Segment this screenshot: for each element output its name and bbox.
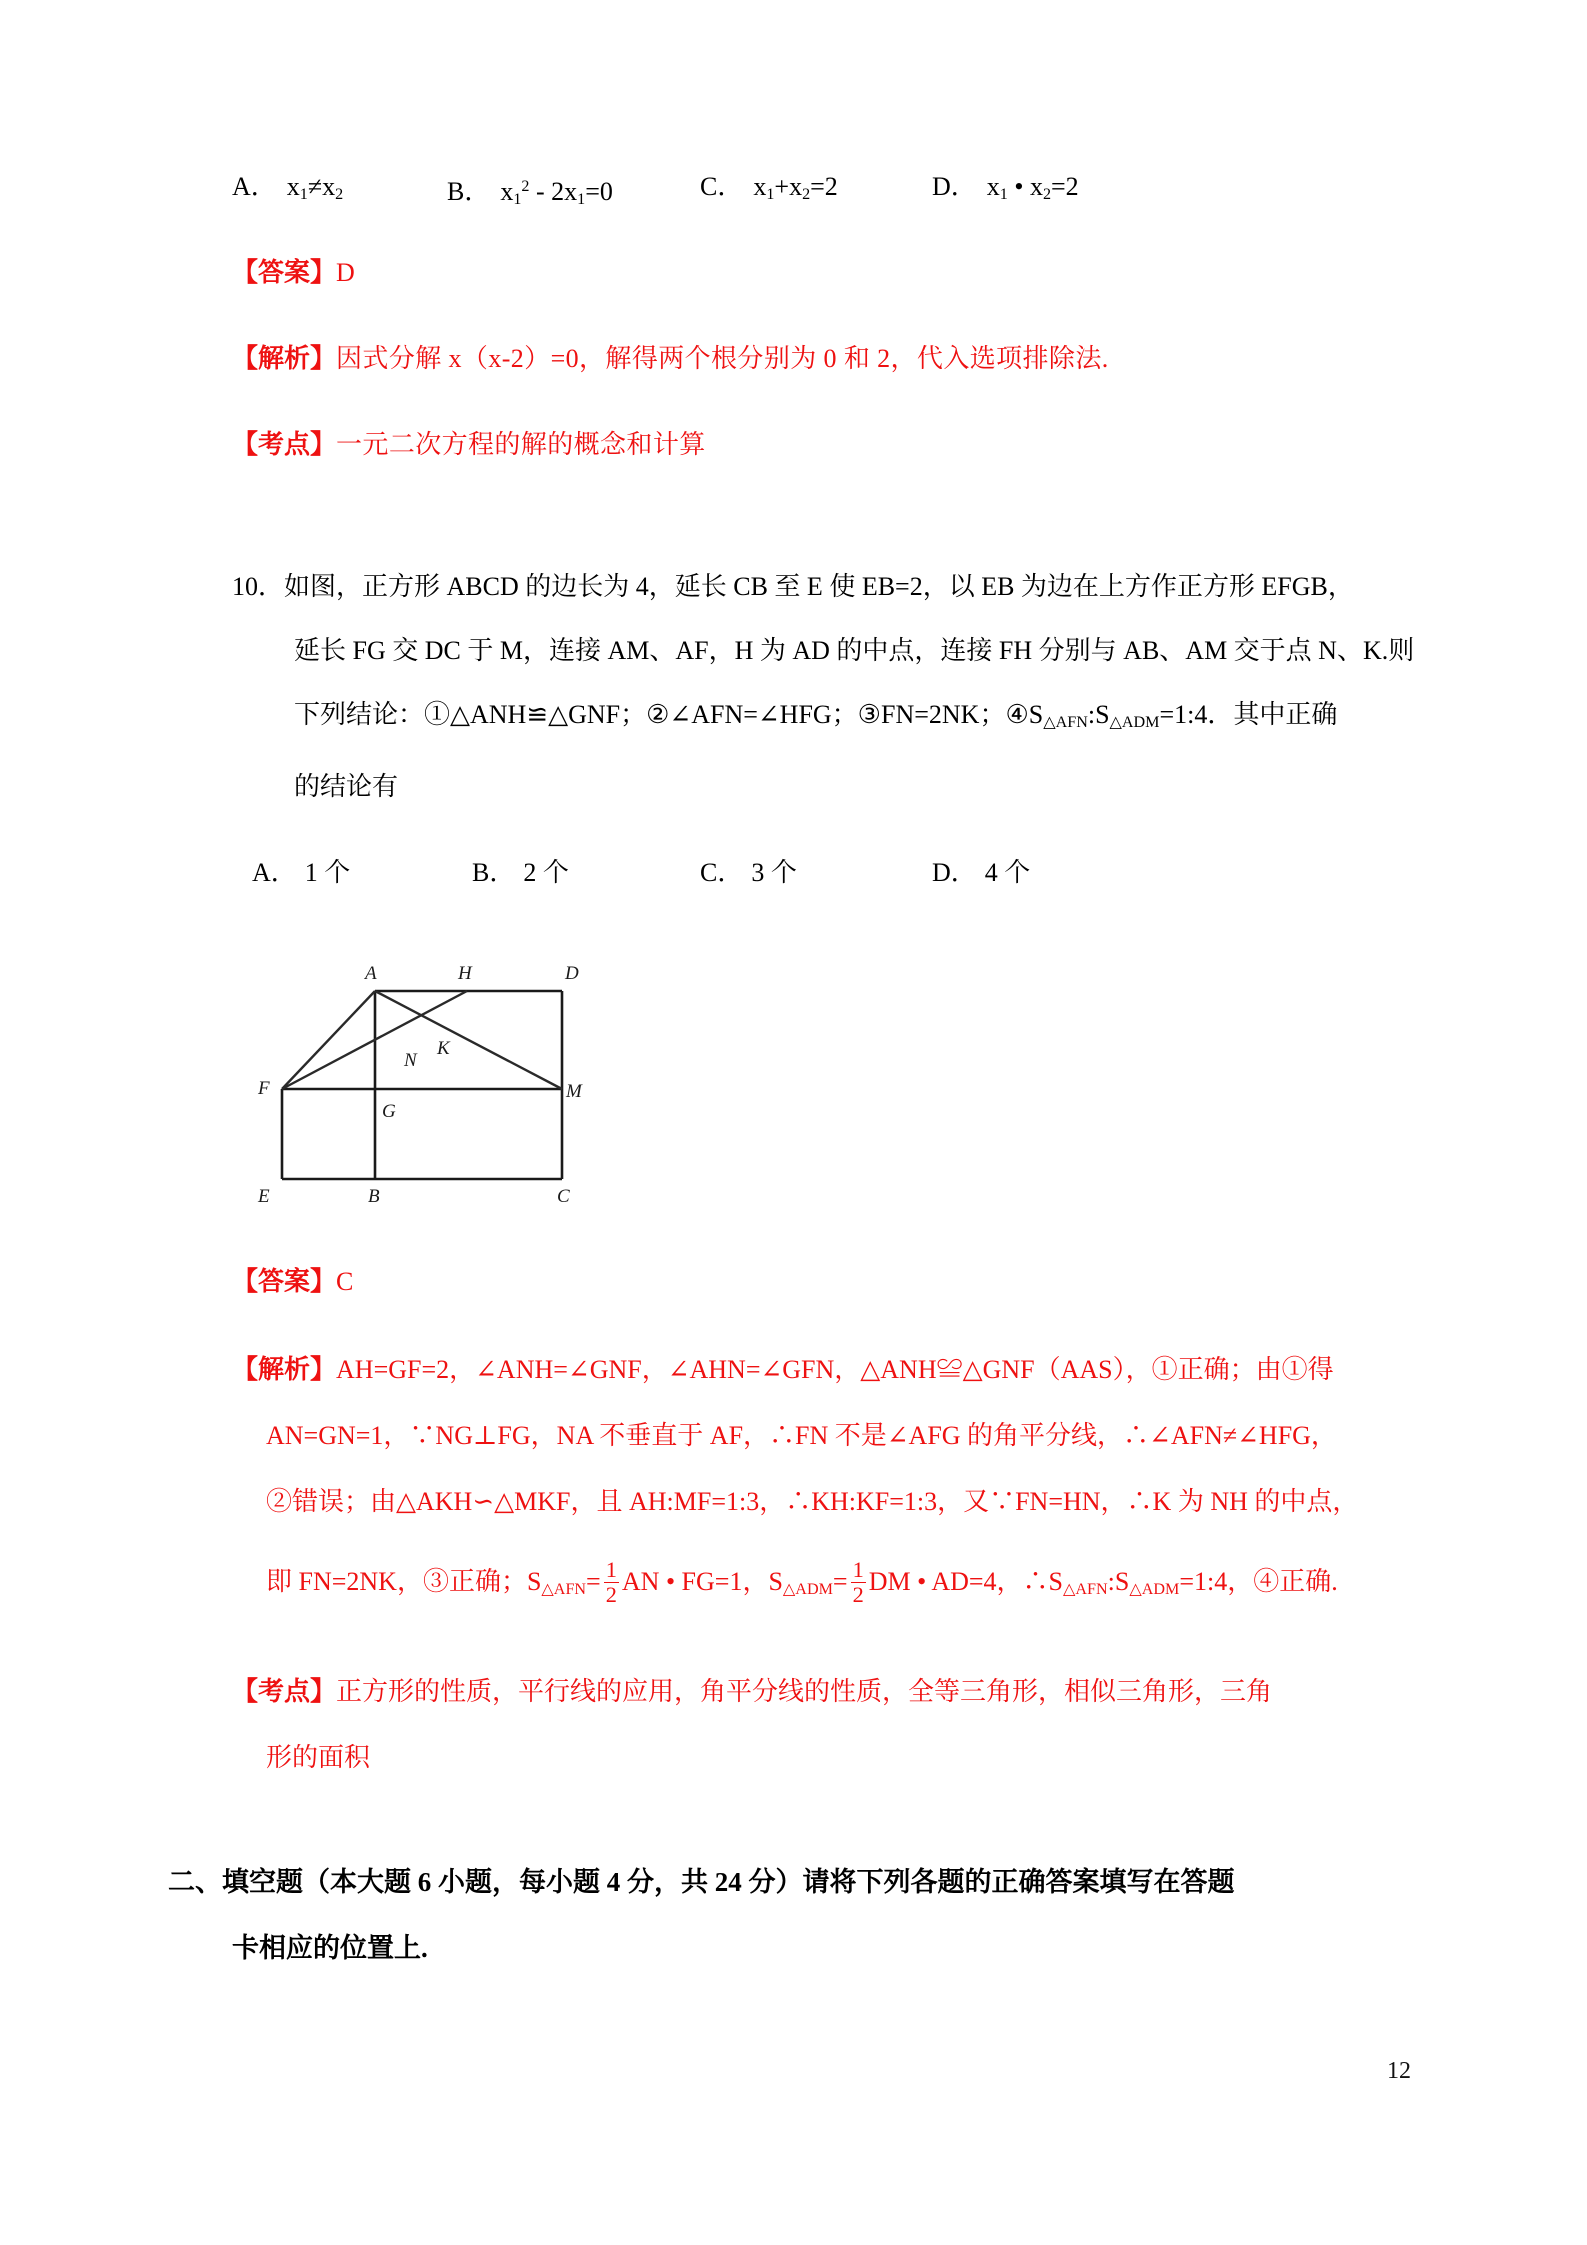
question10-options: [232, 841, 1362, 905]
q10-analysis-text4d: =: [832, 1567, 848, 1597]
q10-analysis-text4e: DM • AD=4，∴S: [868, 1567, 1064, 1597]
q10-option-d-text: 4 个: [984, 858, 1031, 888]
q10-analysis-line2: [232, 1403, 1362, 1469]
fraction-numerator: 1: [605, 1557, 617, 1583]
figure-label-K: K: [437, 1038, 450, 1060]
q10-option-c-text: 3 个: [751, 858, 797, 888]
option-a[interactable]: A． $x_1\ne x_2$: [232, 172, 344, 204]
geometry-figure-svg: [232, 929, 590, 1209]
q10-keypoint-text1: 正方形的性质，平行线的应用，角平分线的性质，全等三角形，相似三角形，三角: [336, 1677, 1273, 1707]
q10-keypoint-text2: 形的面积: [266, 1743, 371, 1773]
q9-keypoint-line: [232, 413, 1362, 477]
q10-analysis-text4c: AN • FG=1，S: [621, 1567, 783, 1597]
q9-analysis-text: 因式分解 x（x-2）=0，解得两个根分别为 0 和 2，代入选项排除法.: [336, 344, 1109, 373]
option-c-label: C．: [700, 172, 744, 201]
q10-stem-text1: 如图，正方形 ABCD 的边长为 4，延长 CB 至 E 使 EB=2，以 EB 为边在上方作正方形 EFGB，: [284, 572, 1354, 601]
q10-keypoint-line1: [232, 1659, 1362, 1725]
q10-answer-line: [232, 1249, 1362, 1315]
q9-answer-tag: 【答案】: [232, 258, 337, 287]
option-c[interactable]: C． $x_1+x_2=2$: [700, 172, 838, 204]
q10-analysis-text4a: 即 FN=2NK，③正确；S: [266, 1567, 542, 1597]
q10-analysis-line1: [232, 1337, 1362, 1403]
q10-analysis-line3: [232, 1469, 1362, 1535]
figure-label-H: H: [458, 963, 472, 985]
section2-text2: 卡相应的位置上.: [232, 1933, 428, 1964]
fraction-denominator: 2: [605, 1581, 617, 1607]
q9-keypoint-text: 一元二次方程的解的概念和计算: [336, 430, 706, 459]
figure-label-F: F: [258, 1078, 270, 1100]
section2-heading-line2: [232, 1915, 1362, 1981]
q10-stem-line4: [232, 755, 1362, 819]
q10-stem-line2: [232, 619, 1415, 683]
q10-analysis-text4f: :S: [1107, 1567, 1130, 1597]
q10-analysis-text1: AH=GF=2，∠ANH=∠GNF，∠AHN=∠GFN，△ANH≌△GNF（AAS），①正确；由①得: [336, 1355, 1334, 1385]
q9-answer-value: D: [336, 258, 356, 287]
q10-option-b[interactable]: [472, 841, 569, 905]
q10-analysis-tag: 【解析】: [232, 1355, 337, 1385]
figure-label-M: M: [566, 1081, 582, 1103]
q10-analysis-text4g: =1:4，④正确.: [1179, 1567, 1338, 1597]
q10-sub-adm: △ADM: [1109, 714, 1160, 732]
figure-label-C: C: [557, 1186, 570, 1208]
q10-stem-text4: 的结论有: [294, 772, 399, 802]
q10-keypoint-tag: 【考点】: [232, 1677, 337, 1707]
section2-heading-line1: [168, 1849, 1362, 1915]
q10-answer-tag: 【答案】: [232, 1267, 337, 1297]
page-content: [168, 0, 1415, 1981]
q10-analysis-line4: [232, 1535, 1362, 1637]
q10-option-d-label: D．: [932, 858, 977, 888]
option-d[interactable]: D． $x_1$ • $x_2=2$: [932, 172, 1079, 204]
q10-analysis-text4b: =: [586, 1567, 601, 1597]
q10-sub-afn: △AFN: [1043, 714, 1088, 732]
fraction-denominator: 2: [852, 1581, 864, 1607]
figure-label-G: G: [382, 1101, 396, 1123]
fraction-half-1: [604, 1558, 619, 1606]
q10-option-b-label: B．: [472, 858, 516, 888]
q9-keypoint-tag: 【考点】: [232, 430, 337, 459]
figure-label-E: E: [258, 1186, 270, 1208]
option-a-label: A．: [232, 172, 277, 201]
option-b[interactable]: B． $x_1^2 - 2x_1=0$: [447, 176, 613, 209]
q10-stem-text3-mid: :S: [1087, 700, 1110, 729]
q9-analysis-line: [232, 327, 1362, 391]
section2-text1: 二、填空题（本大题 6 小题，每小题 4 分，共 24 分）请将下列各题的正确答案填写在答题: [168, 1867, 1235, 1898]
q10-option-d[interactable]: [932, 841, 1030, 905]
q10-analysis-text2: AN=GN=1，∵NG⊥FG，NA 不垂直于 AF，∴FN 不是∠AFG 的角平分线，∴∠AFN≠∠HFG，: [266, 1421, 1337, 1451]
question10: [232, 555, 1415, 1791]
fraction-numerator: 1: [852, 1557, 864, 1583]
q10-stem-text3-prefix: 下列结论：①△ANH≌△GNF；②∠AFN=∠HFG；③FN=2NK；④S: [294, 700, 1044, 729]
q10-option-a-text: 1 个: [304, 858, 351, 888]
q9-analysis-tag: 【解析】: [232, 344, 337, 373]
question9-options: [232, 155, 1362, 219]
fraction-half-2: [851, 1558, 866, 1606]
q10-sub1: △AFN: [541, 1581, 587, 1599]
q10-analysis-text3: ②错误；由△AKH∽△MKF，且 AH:MF=1:3，∴KH:KF=1:3，又∵FN=HN，∴K 为 NH 的中点，: [266, 1487, 1359, 1517]
option-b-label: B．: [447, 176, 491, 206]
q10-sub4: △ADM: [1129, 1581, 1180, 1599]
q10-stem-line1: [232, 555, 1362, 619]
q10-option-a[interactable]: [252, 841, 350, 905]
q10-answer-value: C: [336, 1267, 354, 1297]
option-d-label: D．: [932, 172, 977, 201]
figure-label-B: B: [368, 1186, 380, 1208]
page-number: 12: [1387, 2058, 1411, 2084]
q10-option-c[interactable]: [700, 841, 797, 905]
geometry-figure: [232, 929, 590, 1209]
q10-stem-line3: [232, 683, 1362, 755]
q10-option-b-text: 2 个: [523, 858, 569, 888]
figure-label-A: A: [365, 963, 377, 985]
q10-stem-text3-suffix: =1:4．其中正确: [1159, 700, 1338, 729]
q10-number: 10．: [232, 572, 285, 601]
q10-stem-text2: 延长 FG 交 DC 于 M，连接 AM、AF，H 为 AD 的中点，连接 FH 分别与 AB、AM 交于点 N、K.则: [294, 636, 1415, 665]
q9-answer-line: [232, 241, 1362, 305]
q10-keypoint-line2: [232, 1725, 1362, 1791]
q10-sub2: △ADM: [782, 1581, 833, 1599]
figure-label-D: D: [565, 963, 579, 985]
q10-sub3: △AFN: [1063, 1581, 1108, 1599]
q10-option-c-label: C．: [700, 858, 744, 888]
figure-label-N: N: [404, 1050, 417, 1072]
q10-option-a-label: A．: [252, 858, 297, 888]
